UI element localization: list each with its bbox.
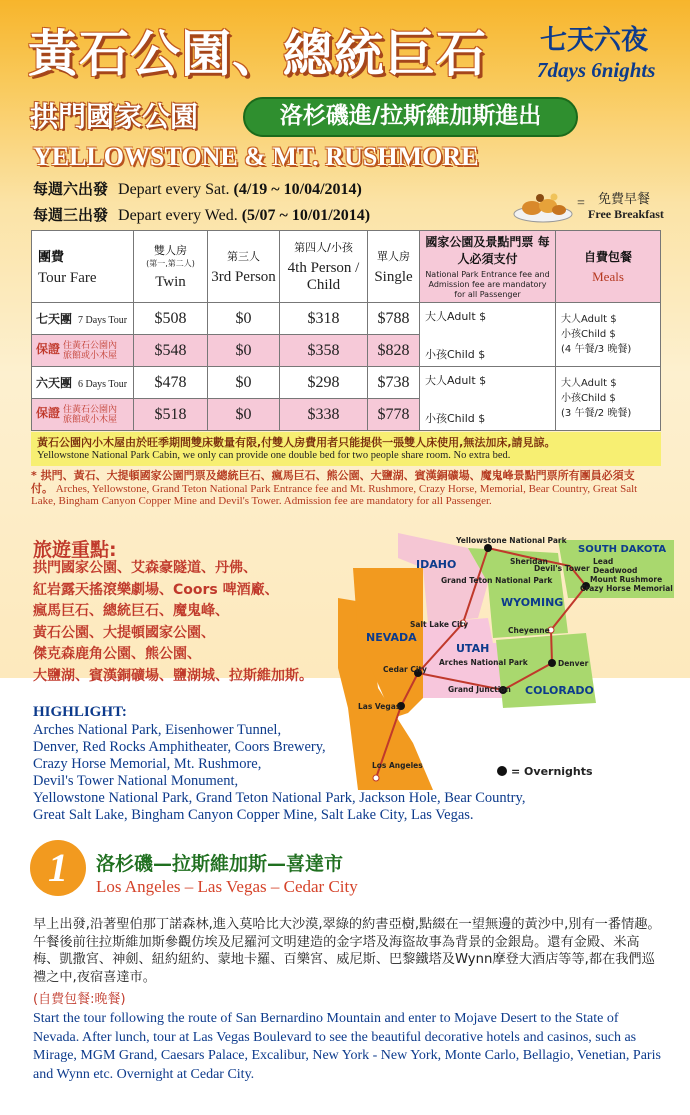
page-title: 黃石公園、總統巨石	[28, 25, 487, 83]
duration-en: 7days 6nights	[537, 58, 656, 82]
overnights-legend: = Overnights	[497, 765, 593, 778]
highlights-en-title: HIGHLIGHT:	[33, 704, 127, 720]
page-subtitle: 拱門國家公園	[30, 100, 199, 133]
price-single: $738	[368, 367, 420, 399]
header-fare: 團費 Tour Fare	[32, 231, 134, 303]
highlight-line: 瘋馬巨石、總統巨石、魔鬼峰、	[33, 603, 229, 619]
overnight-dot-icon	[497, 766, 507, 776]
row-label: 保證 住黃石公園內 旅館或小木屋	[32, 399, 134, 431]
table-row	[32, 303, 661, 335]
price-single: $778	[368, 399, 420, 431]
cabin-note	[31, 432, 661, 466]
map-label-place: Yellowstone National Park	[456, 536, 567, 545]
meals-cell: 大人Adult $ 小孩Child $ (4 午餐/3 晚餐)	[556, 303, 661, 367]
highlight-line: 黃石公園、大提頓國家公園、	[33, 624, 215, 641]
highlight-line: Yellowstone National Park, Grand Teton National Park, Jackson Hole, Bear Country,	[33, 790, 526, 806]
price-fourth: $298	[280, 367, 368, 399]
map-label-place: Crazy Horse Memorial	[580, 584, 673, 593]
overnight-marker	[548, 659, 556, 667]
price-single: $788	[368, 303, 420, 335]
map-label-place: Grand Teton National Park	[441, 576, 553, 585]
highlight-line: 大鹽湖、賓漢銅礦場、鹽湖城、拉斯維加斯。	[33, 667, 313, 684]
cabin-note-en: Yellowstone National Park Cabin, we only can provide one double bed for two people share room. No extra bed.	[37, 450, 511, 461]
map-label-idaho: IDAHO	[416, 558, 457, 571]
price-single: $828	[368, 335, 420, 367]
cabin-note-cn: 黃石公園內小木屋由於旺季期間雙床數量有限,付雙人房費用者只能提供一張雙人床使用,無法加床,請見諒。	[37, 436, 556, 449]
admission-note	[31, 470, 656, 508]
admission-note-en: Arches, Yellowstone, Grand Teton National Park Entrance fee and Mt. Rushmore, Crazy Horse, Memorial, Bear Country, Great Salt Lake, Bingham Canyon Copper Mine and Devil's Tower. Admission fee are mandatory for all Passenger.	[31, 482, 638, 507]
map-label-place: Arches National Park	[439, 658, 528, 667]
table-row	[32, 367, 661, 399]
highlight-line: Devil's Tower National Monument,	[33, 773, 239, 789]
breakfast-icon	[512, 184, 574, 224]
map-label-place: Las Vegas	[358, 702, 401, 711]
highlight-line: 拱門國家公園、艾森豪隧道、丹佛、	[33, 560, 257, 576]
price-third: $0	[208, 303, 280, 335]
departure-cn: 每週六出發	[33, 180, 109, 198]
price-fourth: $358	[280, 335, 368, 367]
departure-en: Depart every Wed.	[118, 207, 238, 224]
map-label-place: Lead	[593, 557, 614, 566]
day-number-badge: 1	[30, 840, 86, 896]
departure-line	[33, 204, 370, 225]
breakfast-equals: =	[577, 196, 585, 211]
highlight-line: Denver, Red Rocks Amphitheater, Coors Brewery,	[33, 739, 326, 755]
header-meals: 自費包餐 Meals	[556, 231, 661, 303]
admission-note-cn: * 拱門、黃石、大提頓國家公園門票及總統巨石、瘋馬巨石、熊公園、大鹽湖、賓漢銅礦場、魔鬼峰景點門票所有團員必須支付。	[31, 469, 635, 495]
breakfast-label-en: Free Breakfast	[588, 207, 664, 221]
highlight-line: 傑克森鹿角公園、熊公園、	[33, 646, 201, 662]
map-label-nevada: NEVADA	[366, 631, 417, 644]
day-description-en: Start the tour following the route of San Bernardino Mountain and enter to Mojave Desert to the State of Nevada. After lunch, tour at Las Vegas Boulevard to see the beautiful decorative hotels and casinos, such as Mirage, MGM Grand, Caesars Palace, Excalibur, New York - New York, Monte Carlo, Bellagio, Venetian, Paris and Wynn etc. Overnight at Cedar City.	[33, 1011, 661, 1082]
header-fourth: 第四人/小孩 4th Person / Child	[280, 231, 368, 303]
map-label-place: Deadwood	[593, 566, 638, 575]
map-label-place: Sheridan	[510, 557, 548, 566]
map-label-place: Cheyenne	[508, 626, 550, 635]
map-label-place: Mount Rushmore	[590, 575, 663, 584]
price-twin: $518	[134, 399, 208, 431]
departure-line	[33, 178, 362, 199]
header-single: 單人房 Single	[368, 231, 420, 303]
price-twin: $508	[134, 303, 208, 335]
price-twin: $548	[134, 335, 208, 367]
price-twin: $478	[134, 367, 208, 399]
duration-cn: 七天六夜	[540, 25, 648, 56]
highlight-line: Crazy Horse Memorial, Mt. Rushmore,	[33, 756, 262, 772]
row-label: 保證 住黃石公園內 旅館或小木屋	[32, 335, 134, 367]
highlight-line: 紅岩露天搖滾樂劇場、Coors 啤酒廠、	[33, 581, 279, 598]
map-label-wyoming: WYOMING	[501, 596, 564, 609]
price-third: $0	[208, 335, 280, 367]
highlights-cn-list	[33, 558, 373, 687]
price-fourth: $318	[280, 303, 368, 335]
map-label-place: Grand Junction	[448, 685, 511, 694]
header-twin: 雙人房 (第一,第二人) Twin	[134, 231, 208, 303]
fare-table	[31, 230, 661, 431]
highlight-line: Great Salt Lake, Bingham Canyon Copper Mine, Salt Lake City, Las Vegas.	[33, 807, 474, 823]
row-label: 七天團 7 Days Tour	[32, 303, 134, 335]
map-label-colorado: COLORADO	[525, 684, 594, 697]
day-title-cn: 洛杉磯—拉斯維加斯—喜達市	[96, 853, 344, 875]
map-label-place: Cedar City	[383, 665, 427, 674]
departure-cn: 每週三出發	[33, 206, 109, 224]
map-label-place: Los Angeles	[372, 761, 423, 770]
highlights-cn-title: 旅遊重點:	[33, 539, 117, 561]
departure-dates: (4/19 ~ 10/04/2014)	[233, 181, 362, 198]
map-label-place: Denver	[558, 659, 589, 668]
day-title-en: Los Angeles – Las Vegas – Cedar City	[96, 877, 358, 896]
day-description-cn: 早上出發,沿著聖伯那丁諾森林,進入莫哈比大沙漠,翠綠的約書亞樹,點綴在一望無邊的黃沙中,別有一番情趣。午餐後前往拉斯維加斯參觀仿埃及尼羅河文明建造的金字塔及海盜故事為背景的金銀島。還有金殿、米高梅、凱撒宮、神劍、紐約紐約、蒙地卡羅、百樂宮、威尼斯、巴黎鐵塔及Wynn摩登大酒店等等,都在我們巡禮之中,夜宿喜達市。	[33, 917, 661, 985]
price-third: $0	[208, 399, 280, 431]
header-fee: 國家公園及景點門票 每人必須支付 National Park Entrance fee and Admission fee are mandatory for all Passenger	[420, 231, 556, 303]
fee-cell: 大人Adult $ 小孩Child $	[420, 303, 556, 367]
price-third: $0	[208, 367, 280, 399]
map-label-south-dakota: SOUTH DAKOTA	[578, 544, 667, 555]
header-third: 第三人 3rd Person	[208, 231, 280, 303]
map-label-place: Devil's Tower	[534, 564, 590, 573]
departure-dates: (5/07 ~ 10/01/2014)	[241, 207, 371, 224]
map-label-utah: UTAH	[456, 642, 490, 655]
fare-table-header	[32, 231, 661, 303]
departure-en: Depart every Sat.	[118, 181, 230, 198]
meals-cell: 大人Adult $ 小孩Child $ (3 午餐/2 晚餐)	[556, 367, 661, 431]
price-fourth: $338	[280, 399, 368, 431]
fee-cell: 大人Adult $ 小孩Child $	[420, 367, 556, 431]
row-label: 六天團 6 Days Tour	[32, 367, 134, 399]
map-label-place: Salt Lake City	[410, 620, 469, 629]
day-meal-note: (自費包餐:晚餐)	[33, 992, 126, 1007]
breakfast-label-cn: 免費早餐	[598, 192, 651, 207]
highlight-line: Arches National Park, Eisenhower Tunnel,	[33, 722, 282, 738]
route-badge: 洛杉磯進/拉斯維加斯進出	[243, 97, 578, 137]
english-title: YELLOWSTONE & MT. RUSHMORE	[33, 142, 479, 171]
overnight-marker	[484, 544, 492, 552]
